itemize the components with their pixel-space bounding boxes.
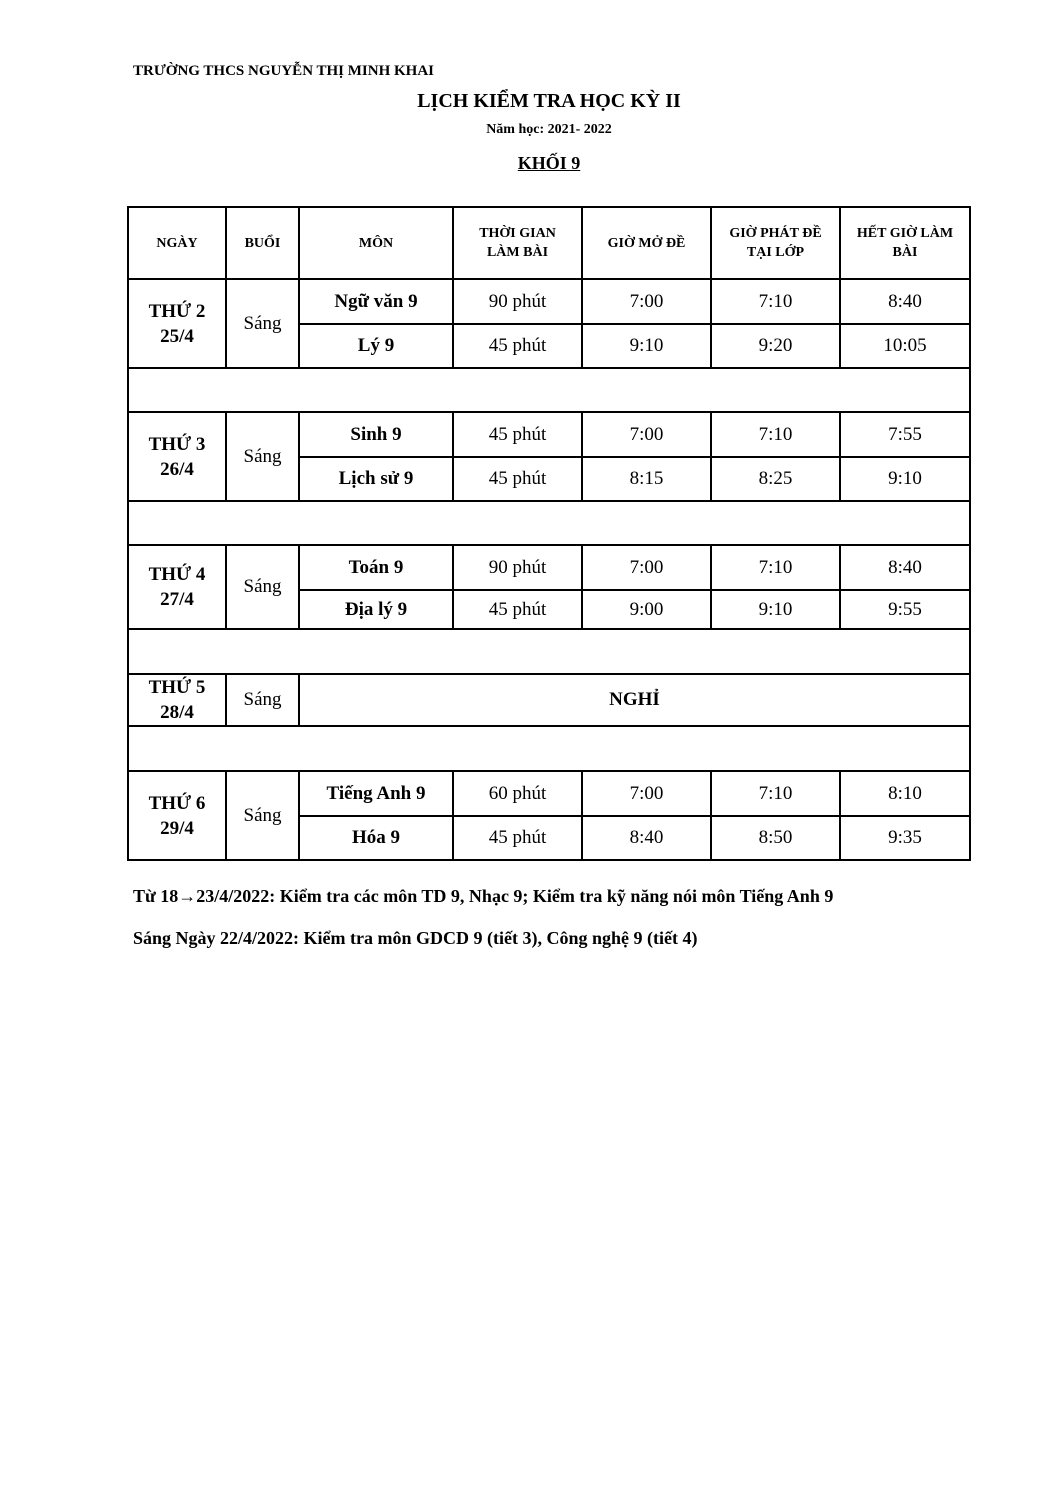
duration-cell: 90 phút	[453, 545, 582, 590]
duration-cell: 45 phút	[453, 590, 582, 629]
session-cell: Sáng	[226, 279, 299, 368]
spacer-row	[128, 726, 970, 771]
session-cell: Sáng	[226, 545, 299, 629]
hand-out-time-cell: 9:10	[711, 590, 840, 629]
table-row	[128, 771, 970, 816]
open-time-cell: 7:00	[582, 412, 711, 457]
open-time-cell: 8:15	[582, 457, 711, 501]
hand-out-time-cell: 7:10	[711, 279, 840, 324]
subject-cell: Tiếng Anh 9	[299, 771, 453, 816]
session-cell: Sáng	[226, 674, 299, 726]
day-cell: THỨ 3 26/4	[128, 412, 226, 501]
duration-cell: 45 phút	[453, 816, 582, 860]
spacer-row	[128, 629, 970, 674]
session-cell: Sáng	[226, 412, 299, 501]
subject-cell: Toán 9	[299, 545, 453, 590]
duration-cell: 45 phút	[453, 324, 582, 368]
end-time-cell: 8:40	[840, 279, 970, 324]
table-row	[128, 279, 970, 324]
hand-out-time-cell: 8:25	[711, 457, 840, 501]
note-civics-technology: Sáng Ngày 22/4/2022: Kiểm tra môn GDCD 9 (tiết 3), Công nghệ 9 (tiết 4)	[133, 928, 698, 948]
school-name: TRƯỜNG THCS NGUYỄN THỊ MINH KHAI	[133, 63, 435, 79]
header-end-time: HẾT GIỜ LÀM BÀI	[840, 207, 970, 279]
session-cell: Sáng	[226, 771, 299, 860]
subject-cell: Địa lý 9	[299, 590, 453, 629]
end-time-cell: 10:05	[840, 324, 970, 368]
duration-cell: 45 phút	[453, 457, 582, 501]
end-time-cell: 9:10	[840, 457, 970, 501]
note-speaking-test: Từ 18→23/4/2022: Kiểm tra các môn TD 9, Nhạc 9; Kiểm tra kỹ năng nói môn Tiếng Anh 9	[133, 886, 834, 906]
day-cell: THỨ 4 27/4	[128, 545, 226, 629]
hand-out-time-cell: 9:20	[711, 324, 840, 368]
spacer-row	[128, 368, 970, 412]
subject-cell: Hóa 9	[299, 816, 453, 860]
hand-out-time-cell: 7:10	[711, 771, 840, 816]
hand-out-time-cell: 7:10	[711, 412, 840, 457]
open-time-cell: 9:10	[582, 324, 711, 368]
subject-cell: Lý 9	[299, 324, 453, 368]
table-row	[128, 674, 970, 726]
spacer-row	[128, 501, 970, 545]
table-row	[128, 545, 970, 590]
subject-cell: Ngữ văn 9	[299, 279, 453, 324]
day-cell: THỨ 6 29/4	[128, 771, 226, 860]
duration-cell: 60 phút	[453, 771, 582, 816]
hand-out-time-cell: 7:10	[711, 545, 840, 590]
header-hand-out-time: GIỜ PHÁT ĐỀ TẠI LỚP	[711, 207, 840, 279]
end-time-cell: 9:55	[840, 590, 970, 629]
header-subject: MÔN	[299, 207, 453, 279]
subject-cell: Sinh 9	[299, 412, 453, 457]
header-duration: THỜI GIAN LÀM BÀI	[453, 207, 582, 279]
open-time-cell: 8:40	[582, 816, 711, 860]
exam-schedule-table	[127, 206, 971, 861]
open-time-cell: 7:00	[582, 279, 711, 324]
open-time-cell: 7:00	[582, 545, 711, 590]
page-title: LỊCH KIỂM TRA HỌC KỲ II	[417, 90, 681, 112]
day-cell: THỨ 5 28/4	[128, 674, 226, 726]
table-header-row	[128, 207, 970, 279]
table-row	[128, 412, 970, 457]
duration-cell: 45 phút	[453, 412, 582, 457]
end-time-cell: 8:10	[840, 771, 970, 816]
hand-out-time-cell: 8:50	[711, 816, 840, 860]
header-day: NGÀY	[128, 207, 226, 279]
open-time-cell: 9:00	[582, 590, 711, 629]
grade-label: KHỐI 9	[517, 153, 581, 173]
day-cell: THỨ 2 25/4	[128, 279, 226, 368]
rest-day-cell: NGHỈ	[299, 674, 970, 726]
header-open-time: GIỜ MỞ ĐỀ	[582, 207, 711, 279]
end-time-cell: 9:35	[840, 816, 970, 860]
open-time-cell: 7:00	[582, 771, 711, 816]
end-time-cell: 8:40	[840, 545, 970, 590]
end-time-cell: 7:55	[840, 412, 970, 457]
header-session: BUỔI	[226, 207, 299, 279]
subject-cell: Lịch sử 9	[299, 457, 453, 501]
duration-cell: 90 phút	[453, 279, 582, 324]
school-year: Năm học: 2021- 2022	[486, 122, 612, 137]
